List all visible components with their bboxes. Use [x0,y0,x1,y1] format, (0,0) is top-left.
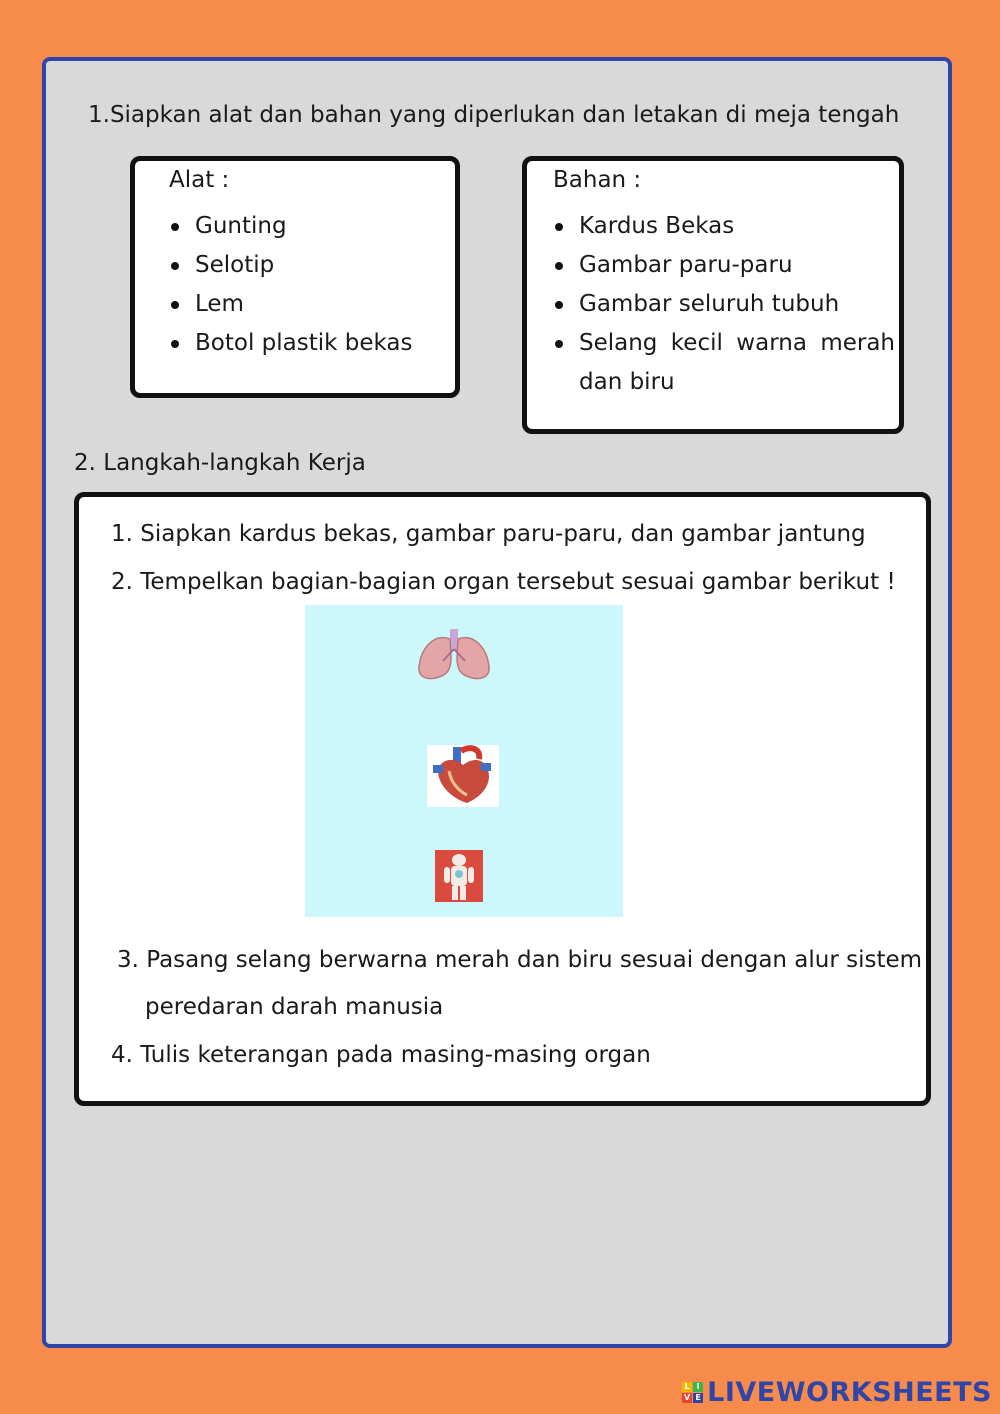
brand-name: LIVEWORKSHEETS [707,1377,992,1408]
bullet-icon [555,223,563,231]
human-body-image [435,850,483,902]
alat-box [130,156,460,398]
list-item: Gunting [169,207,413,246]
step-item: 3. Pasang selang berwarna merah dan biru sesuai dengan alur sistem [117,947,923,973]
heart-image [427,745,499,807]
bullet-icon [171,262,179,270]
bullet-icon [555,262,563,270]
list-item: Kardus Bekas [553,207,895,246]
alat-title: Alat : [169,167,230,193]
step-item: 4. Tulis keterangan pada masing-masing organ [111,1042,651,1068]
bullet-icon [555,301,563,309]
step1-heading: 1.Siapkan alat dan bahan yang diperlukan dan letakan di meja tengah [88,102,900,128]
step-item-continued: peredaran darah manusia [145,994,444,1020]
list-item: Lem [169,285,413,324]
bullet-icon [171,340,179,348]
step-item: 1. Siapkan kardus bekas, gambar paru-paru, dan gambar jantung [111,521,866,547]
logo-mark-icon: L I V E [682,1382,703,1403]
step2-heading: 2. Langkah-langkah Kerja [74,450,366,476]
list-item: Selotip [169,246,413,285]
bahan-list [553,207,895,402]
list-item: Gambar seluruh tubuh [553,285,895,324]
list-item: Botol plastik bekas [169,324,413,363]
bullet-icon [171,301,179,309]
lungs-image [415,627,493,683]
bullet-icon [171,223,179,231]
steps-box [74,492,931,1106]
list-item: Gambar paru-paru [553,246,895,285]
bullet-icon [555,340,563,348]
step-item: 2. Tempelkan bagian-bagian organ tersebut sesuai gambar berikut ! [111,569,896,595]
list-item: Selang kecil warna merah dan biru [553,324,895,402]
liveworksheets-logo[interactable] [682,1377,992,1408]
organ-illustration [305,605,623,917]
alat-list [169,207,413,363]
bahan-title: Bahan : [553,167,642,193]
bahan-box [522,156,904,434]
